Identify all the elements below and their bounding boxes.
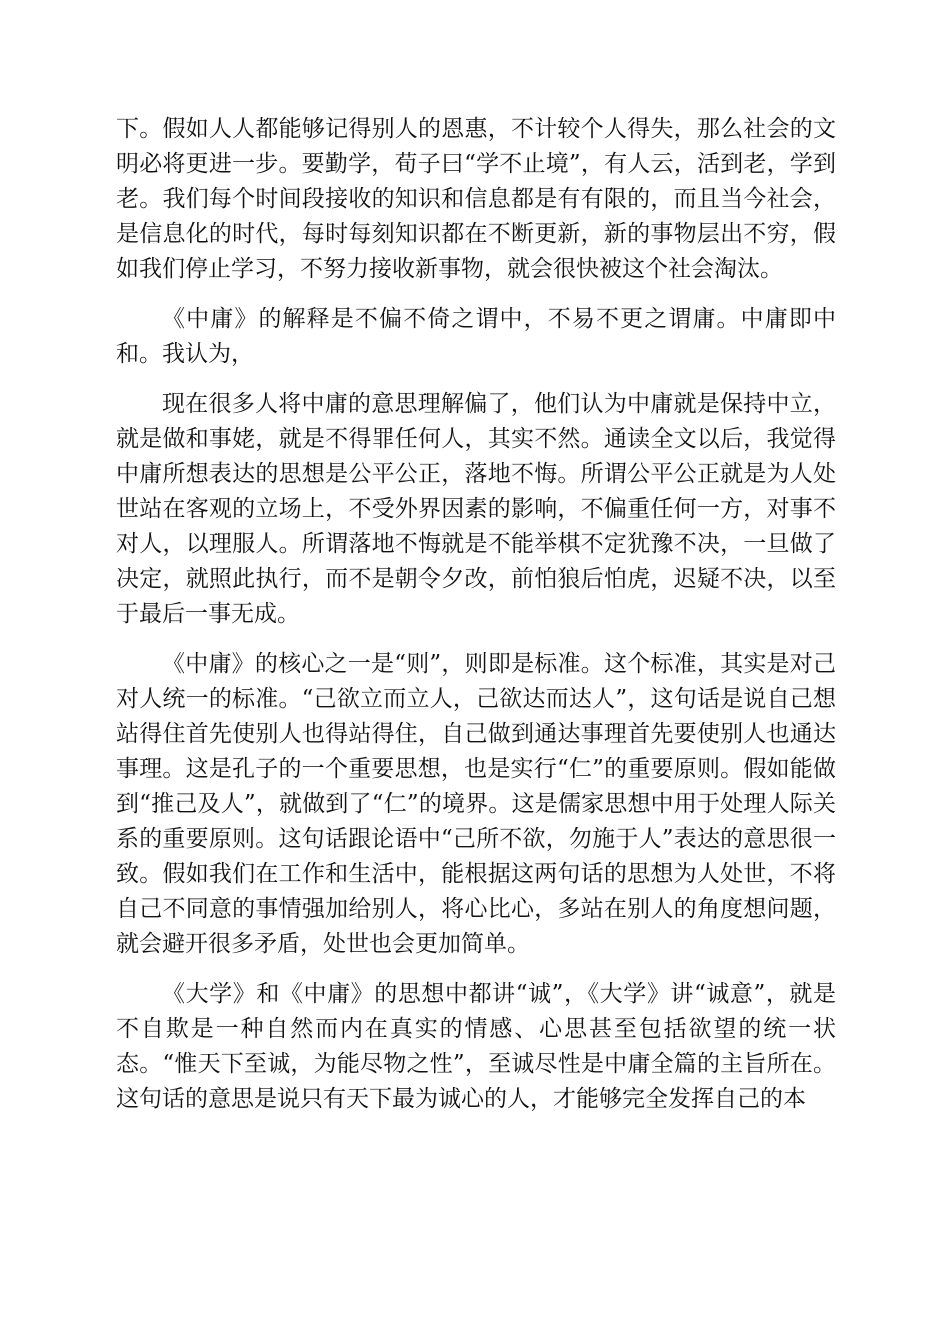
paragraph-4: 《中庸》的核心之一是“则”，则即是标准。这个标准，其实是对己对人统一的标准。“己欲立而立人，己欲达而达人”，这句话是说自己想站得住首先使别人也得站得住，自己做到通达事理首先要使别人也通达事理。这是孔子的一个重要思想，也是实行“仁”的重要原则。假如能做到“推己及人”，就做到了“仁”的境界。这是儒家思想中用于处理人际关系的重要原则。这句话跟论语中“己所不欲，勿施于人”表达的意思很一致。假如我们在工作和生活中，能根据这两句话的思想为人处世，不将自己不同意的事情强加给别人，将心比心，多站在别人的角度想问题，就会避开很多矛盾，处世也会更加简单。 <box>116 651 836 957</box>
document-page <box>116 112 836 1117</box>
paragraph-1: 下。假如人人都能够记得别人的恩惠，不计较个人得失，那么社会的文明必将更进一步。要勤学，荀子曰“学不止境”，有人云，活到老，学到老。我们每个时间段接收的知识和信息都是有有限的，而且当今社会，是信息化的时代，每时每刻知识都在不断更新，新的事物层出不穷，假如我们停止学习，不努力接收新事物，就会很快被这个社会淘汰。 <box>116 116 836 282</box>
paragraph-3: 现在很多人将中庸的意思理解偏了，他们认为中庸就是保持中立，就是做和事姥，就是不得罪任何人，其实不然。通读全文以后，我觉得中庸所想表达的思想是公平公正，落地不悔。所谓公平公正就是为人处世站在客观的立场上，不受外界因素的影响，不偏重任何一方，对事不对人，以理服人。所谓落地不悔就是不能举棋不定犹豫不决，一旦做了决定，就照此执行，而不是朝令夕改，前怕狼后怕虎，迟疑不决，以至于最后一事无成。 <box>116 391 836 627</box>
paragraph-5: 《大学》和《中庸》的思想中都讲“诚”，《大学》讲“诚意”，就是不自欺是一种自然而内在真实的情感、心思甚至包括欲望的统一状态。“惟天下至诚，为能尽物之性”，至诚尽性是中庸全篇的主旨所在。这句话的意思是说只有天下最为诚心的人，才能够完全发挥自己的本 <box>116 981 836 1112</box>
paragraph-2: 《中庸》的解释是不偏不倚之谓中，不易不更之谓庸。中庸即中和。我认为， <box>116 306 836 367</box>
